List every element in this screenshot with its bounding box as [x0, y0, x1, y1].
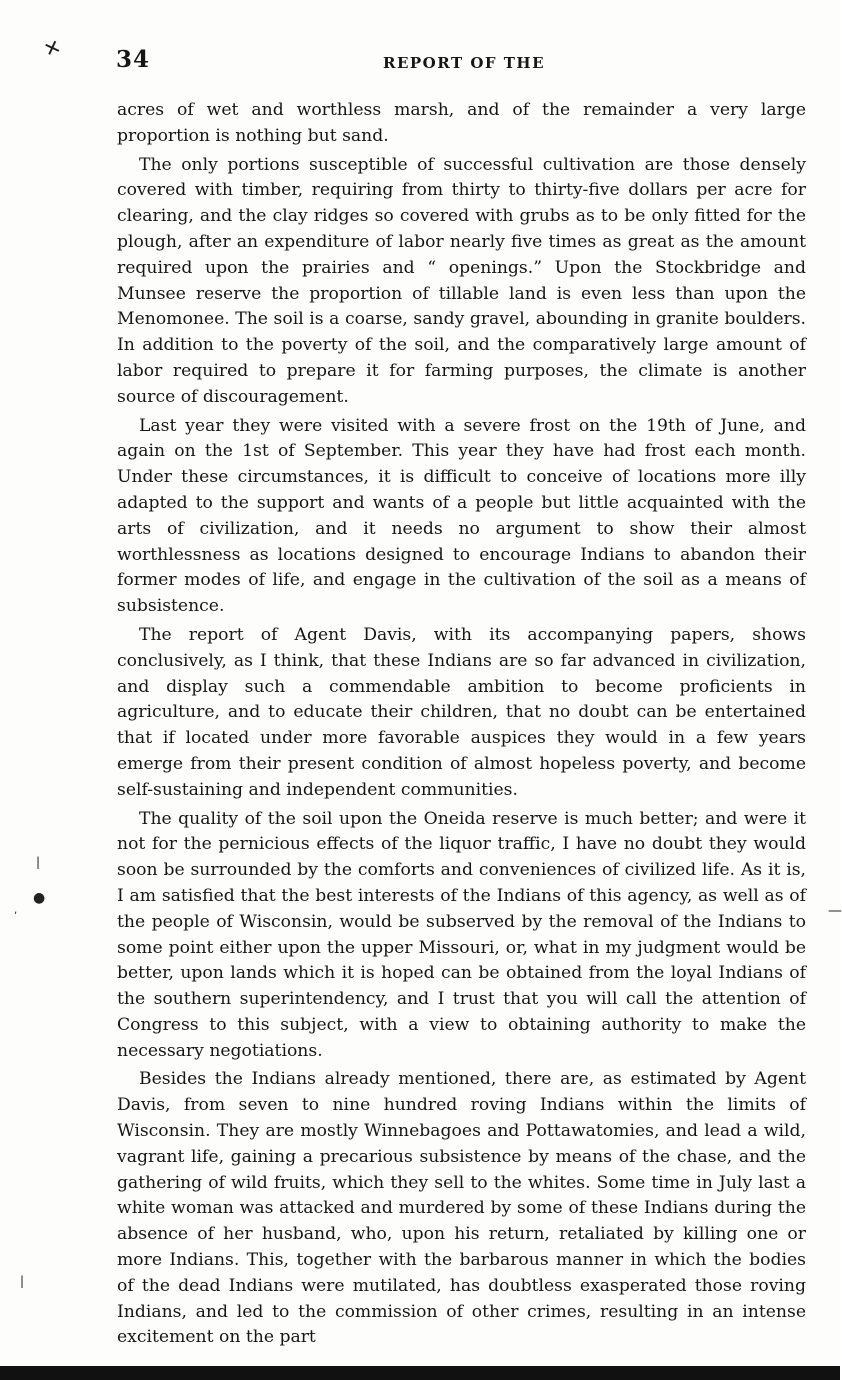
body-text — [117, 98, 806, 1351]
page-number: 34 — [116, 46, 151, 73]
paragraph-continuation: acres of wet and worthless marsh, and of the remainder a very large proportion is nothing but sand. — [117, 100, 806, 146]
right-edge-mark: — — [828, 903, 842, 919]
margin-speck: | — [36, 855, 41, 869]
pencil-check-mark: ✕ — [40, 33, 65, 63]
paragraph: The quality of the soil upon the Oneida reserve is much better; and were it not for the pernicious effects of the liquor traffic, I have no doubt they would soon be surrounded by the comforts and conveniences of civilized life. As it is, I am satisfied that the best interests of the Indians of this agency, as well as of the people of Wisconsin, would be subserved by the removal of the Indians to some point either upon the upper Missouri, or, what in my judgment would be better, upon lands which it is hoped can be obtained from the loyal Indians of the southern superintendency, and I trust that you will call the attention of Congress to this subject, with a view to obtaining authority to make the necessary negotiations. — [117, 808, 806, 1061]
paragraph: The only portions susceptible of successful cultivation are those densely covered with timber, requiring from thirty to thirty-five dollars per acre for clearing, and the clay ridges so covered with grubs as to be only fitted for the plough, after an expenditure of labor nearly five times as great as the amount required upon the prairies and “ openings.” Upon the Stockbridge and Munsee reserve the proportion of tillable land is even less than upon the Menomonee. The soil is a coarse, sandy gravel, abounding in granite boulders. In addition to the poverty of the soil, and the comparatively large amount of labor required to prepare it for farming purposes, the climate is another source of discouragement. — [117, 154, 806, 407]
running-title: REPORT OF THE — [383, 54, 546, 72]
scan-bottom-edge — [0, 1366, 840, 1380]
paragraph: Last year they were visited with a severe frost on the 19th of June, and again on the 1st of September. This year they have had frost each month. Under these circumstances, it is difficult to conceive of locations more illy adapted to the support and wants of a people but little acquainted with the arts of civilization, and it needs no argument to show their almost worthlessness as locations designed to encourage Indians to abandon their former modes of life, and engage in the cultivation of the soil as a means of subsistence. — [117, 415, 806, 617]
margin-dot: ● — [33, 890, 46, 906]
margin-speck: , — [14, 905, 18, 916]
margin-speck: | — [20, 1274, 25, 1288]
paragraph: Besides the Indians already mentioned, there are, as estimated by Agent Davis, from seven to nine hundred roving Indians within the limits of Wisconsin. They are mostly Winnebagoes and Pottawatomies, and lead a wild, vagrant life, gaining a precarious subsistence by means of the chase, and the gathering of wild fruits, which they sell to the whites. Some time in July last a white woman was attacked and murdered by some of these Indians during the absence of her husband, who, upon his return, retaliated by killing one or more Indians. This, together with the barbarous manner in which the bodies of the dead Indians were mutilated, has doubtless exasperated those roving Indians, and led to the commission of other crimes, resulting in an intense excitement on the part — [117, 1069, 806, 1348]
paragraph: The report of Agent Davis, with its accompanying papers, shows conclusively, as I think, that these Indians are so far advanced in civilization, and display such a commendable ambition to become proficients in agriculture, and to educate their children, that no doubt can be entertained that if located under more favorable auspices they would in a few years emerge from their present condition of almost hopeless poverty, and become self-sustaining and independent communities. — [117, 624, 806, 800]
